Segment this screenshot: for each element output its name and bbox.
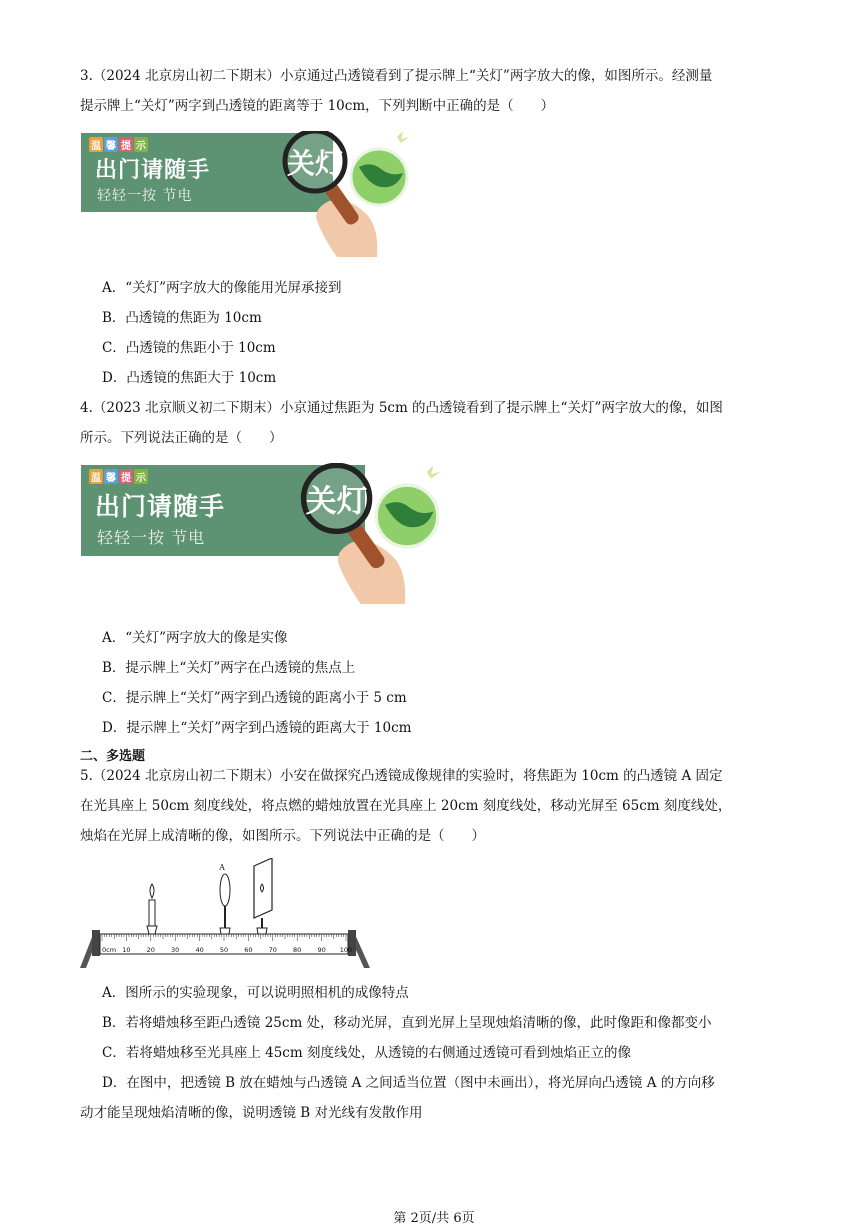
poster-main-text: 出门请随手 bbox=[95, 492, 226, 521]
q4-poster-image bbox=[81, 465, 368, 556]
q3-stem-line2: 提示牌上“关灯”两字到凸透镜的距离等于 10cm，下列判断中正确的是（ ） bbox=[80, 98, 555, 114]
convex-lens-a bbox=[218, 863, 230, 934]
svg-text:A: A bbox=[219, 863, 225, 872]
q4-option-d: D．提示牌上“关灯”两字到凸透镜的距离大于 10cm bbox=[102, 720, 412, 736]
ruler-tick-label: 70 bbox=[268, 946, 277, 954]
poster-sub-text: 轻轻一按 节电 bbox=[97, 528, 206, 547]
ruler-tick-label: 10 bbox=[122, 946, 131, 954]
poster-sub-text: 轻轻一按 节电 bbox=[97, 188, 193, 204]
bench-left-end bbox=[92, 930, 100, 956]
candle bbox=[147, 884, 157, 934]
q3-poster-image bbox=[81, 133, 344, 212]
q4-stem-line2: 所示。下列说法正确的是（ ） bbox=[80, 430, 283, 446]
q5-option-c: C．若将蜡烛移至光具座上 45cm 刻度线处，从透镜的右侧通过透镜可看到烛焰正立的像 bbox=[102, 1045, 631, 1061]
ruler-tick-label: 30 bbox=[171, 946, 180, 954]
poster-tag: 温 馨 提 示 bbox=[89, 137, 149, 152]
q3-option-c: C．凸透镜的焦距小于 10cm bbox=[102, 340, 276, 356]
ruler-tick-label: 80 bbox=[293, 946, 302, 954]
ruler-tick-label: 20 bbox=[146, 946, 155, 954]
magnified-text: 关灯 bbox=[286, 147, 344, 180]
q3-option-d: D．凸透镜的焦距大于 10cm bbox=[102, 370, 277, 386]
ruler-tick-label: 60 bbox=[244, 946, 253, 954]
q5-option-d: D．在图中，把透镜 B 放在蜡烛与凸透镜 A 之间适当位置（图中未画出），将光屏向凸透镜 A 的方向移 bbox=[102, 1075, 715, 1091]
ruler-tick-label: 90 bbox=[317, 946, 326, 954]
q3-option-a: A．“关灯”两字放大的像能用光屏承接到 bbox=[102, 280, 342, 296]
q4-option-c: C．提示牌上“关灯”两字到凸透镜的距离小于 5 cm bbox=[102, 690, 407, 706]
poster-tag: 温 馨 提 示 bbox=[89, 469, 149, 484]
q5-option-a: A．图所示的实验现象，可以说明照相机的成像特点 bbox=[102, 985, 409, 1001]
poster-main-text: 出门请随手 bbox=[95, 158, 211, 183]
optical-bench-diagram bbox=[78, 858, 378, 973]
ruler-unit-label: 0cm bbox=[102, 946, 117, 954]
light-screen bbox=[254, 858, 272, 934]
q4-option-a: A．“关灯”两字放大的像是实像 bbox=[102, 630, 288, 646]
magnifier-hand-illustration bbox=[219, 131, 419, 263]
q5-option-d-continued: 动才能呈现烛焰清晰的像，说明透镜 B 对光线有发散作用 bbox=[80, 1105, 423, 1121]
q4-stem-line1: 4.（2023 北京顺义初二下期末）小京通过焦距为 5cm 的凸透镜看到了提示牌上“关灯”两字放大的像，如图 bbox=[80, 400, 723, 416]
q5-stem-line2: 在光具座上 50cm 刻度线处，将点燃的蜡烛放置在光具座上 20cm 刻度线处，移动光屏至 65cm 刻度线处， bbox=[80, 798, 732, 814]
magnified-text: 关灯 bbox=[305, 483, 368, 520]
ruler-tick-label: 100 bbox=[339, 946, 353, 954]
magnifier-hand-illustration bbox=[231, 463, 451, 613]
q3-option-b: B．凸透镜的焦距为 10cm bbox=[102, 310, 262, 326]
ruler-tick-label: 50 bbox=[219, 946, 229, 954]
q5-option-b: B．若将蜡烛移至距凸透镜 25cm 处，移动光屏，直到光屏上呈现烛焰清晰的像，此时像距和像都变小 bbox=[102, 1015, 712, 1031]
q4-option-b: B．提示牌上“关灯”两字在凸透镜的焦点上 bbox=[102, 660, 356, 676]
page-footer: 第 2页/共 6页 bbox=[393, 1211, 475, 1226]
q5-stem-line1: 5.（2024 北京房山初二下期末）小安在做探究凸透镜成像规律的实验时，将焦距为 10cm 的凸透镜 A 固定 bbox=[80, 768, 723, 784]
q5-stem-line3: 烛焰在光屏上成清晰的像，如图所示。下列说法中正确的是（ ） bbox=[80, 828, 485, 844]
section-title: 二、多选题 bbox=[80, 749, 146, 764]
q3-stem-line1: 3.（2024 北京房山初二下期末）小京通过凸透镜看到了提示牌上“关灯”两字放大的像，如图所示。经测量 bbox=[80, 68, 713, 84]
ruler-tick-label: 40 bbox=[195, 946, 204, 954]
